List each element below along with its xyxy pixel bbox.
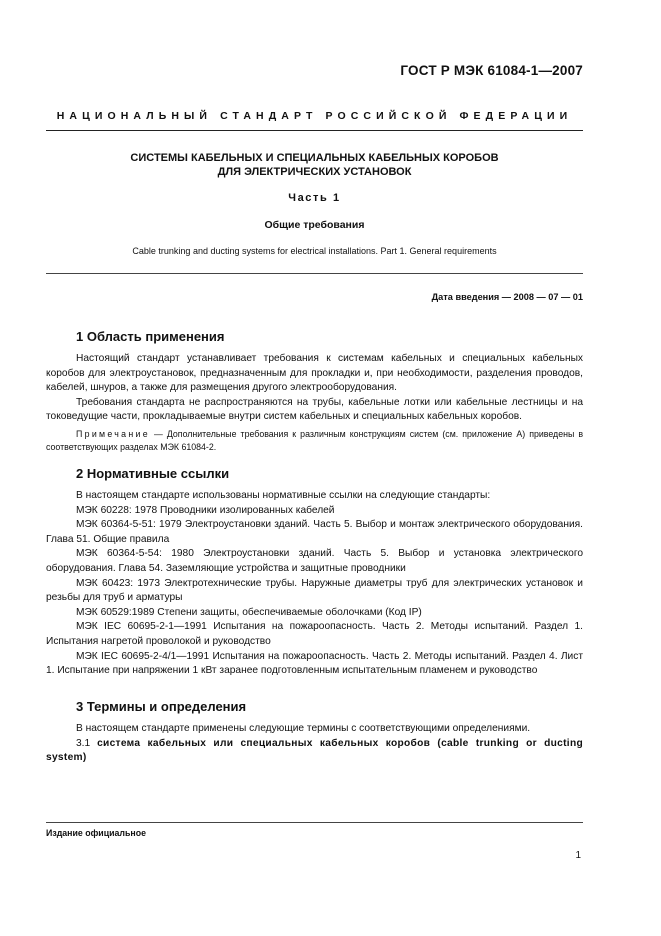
subtitle: Общие требования [264,219,365,231]
paragraph: В настоящем стандарте использованы нормативные ссылки на следующие стандарты: [76,490,491,501]
title-line-2: ДЛЯ ЭЛЕКТРИЧЕСКИХ УСТАНОВОК [217,166,412,178]
part-label: Часть 1 [288,192,341,204]
page-number: 1 [575,850,581,861]
paragraph: В настоящем стандарте применены следующие термины с соответствующими определениями. [76,723,531,734]
section-1-heading: 1 Область применения [76,329,225,344]
reference-item: МЭК 60529:1989 Степени защиты, обеспечиваемые оболочками (Код IP) [76,606,422,618]
reference-item: МЭК 60364-5-51: 1979 Электроустановки зданий. Часть 5. Выбор и монтаж электрического оборудования. Глава 51. Общие правила [46,519,583,545]
note-text: — Дополнительные требования к различным конструкциям систем (см. приложение А) приведены в соответствующих разделах МЭК 61084-2. [46,429,583,452]
term-text: система кабельных или специальных кабельных коробов (cable trunking or ducting system) [46,737,583,764]
middle-divider [46,273,583,274]
english-title: Cable trunking and ducting systems for electrical installations. Part 1. General requirements [132,246,497,256]
national-standard-banner: НАЦИОНАЛЬНЫЙ СТАНДАРТ РОССИЙСКОЙ ФЕДЕРАЦИИ [56,110,573,122]
term-definition [46,737,583,766]
document-title [46,151,583,179]
paragraph: Требования стандарта не распространяются на трубы, кабельные лотки или кабельные лестницы и на токоведущие части, прокладываемые внутри систем кабельных и специальных кабельных коробов. [46,396,583,423]
edition-label: Издание официальное [46,828,146,838]
paragraph: Настоящий стандарт устанавливает требования к системам кабельных и специальных кабельных коробов для электроустановок, предназначенным для прокладки и, при необходимости, разделения проводов, кабелей, шнуров, а также для размещения другого электрооборудования. [46,353,583,394]
section-2-body [46,489,583,679]
reference-item: МЭК 60423: 1973 Электротехнические трубы. Наружные диаметры труб для электрических установок и резьбы для труб и арматуры [46,577,583,604]
reference-item: МЭК IEC 60695-2-1—1991 Испытания на пожароопасность. Часть 2. Методы испытаний. Раздел 1. Испытания нагретой проволокой и руководство [46,621,583,647]
term-number: 3.1 [76,737,91,749]
document-code: ГОСТ Р МЭК 61084-1—2007 [400,63,583,78]
bottom-divider [46,822,583,823]
section-3-body [46,722,583,766]
note-label: Примечание [76,429,150,439]
section-2-heading: 2 Нормативные ссылки [76,466,230,481]
introduction-date: Дата введения — 2008 — 07 — 01 [431,292,583,302]
note [46,428,583,453]
top-divider [46,130,583,131]
reference-item: МЭК IEC 60695-2-4/1—1991 Испытания на пожароопасность. Часть 2. Методы испытаний. Раздел 4. Лист 1. Испытание при напряжении 1 кВт заранее подготовленным испытательным пламенем и руководство [46,650,583,677]
section-3-heading: 3 Термины и определения [76,699,247,714]
reference-item: МЭК 60364-5-54: 1980 Электроустановки зданий. Часть 5. Выбор и установка электрического оборудования. Глава 54. Заземляющие устройства и защитные проводники [46,548,583,574]
section-1-body [46,352,583,425]
reference-item: МЭК 60228: 1978 Проводники изолированных кабелей [76,504,335,516]
title-line-1: СИСТЕМЫ КАБЕЛЬНЫХ И СПЕЦИАЛЬНЫХ КАБЕЛЬНЫХ КОРОБОВ [130,152,499,164]
